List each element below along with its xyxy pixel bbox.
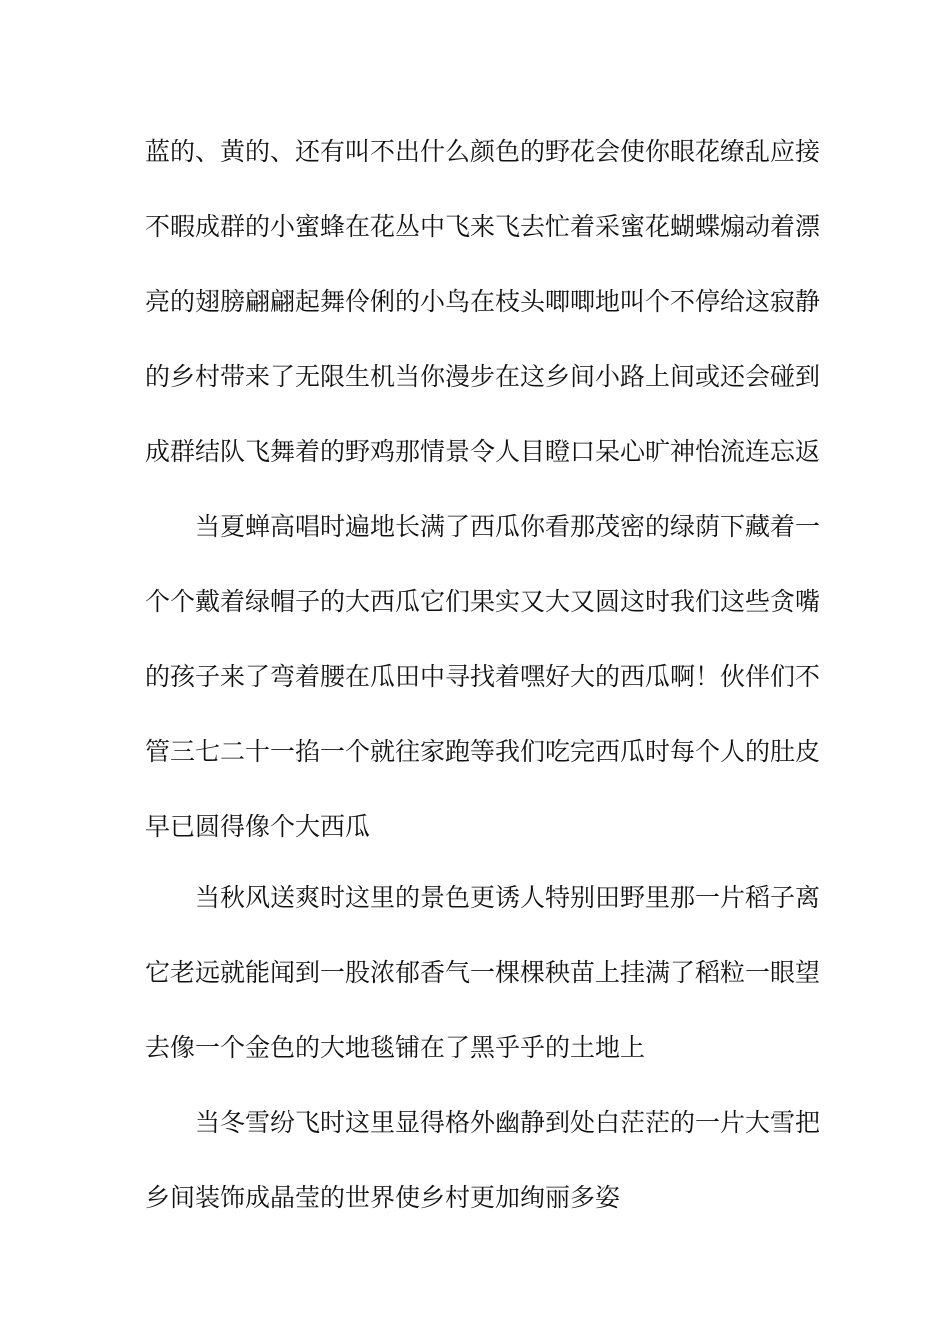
- text-line: 成群结队飞舞着的野鸡那情景令人目瞪口呆心旷神怡流连忘返: [145, 437, 821, 466]
- text-line: 去像一个金色的大地毯铺在了黑乎乎的土地上: [145, 1033, 646, 1062]
- text-line: 蓝的、黄的、还有叫不出什么颜色的野花会使你眼花缭乱应接: [145, 137, 821, 166]
- text-line: 它老远就能闻到一股浓郁香气一棵棵秧苗上挂满了稻粒一眼望: [145, 958, 821, 987]
- text-line: 不暇成群的小蜜蜂在花丛中飞来飞去忙着采蜜花蝴蝶煽动着漂: [145, 212, 821, 241]
- text-line: 个个戴着绿帽子的大西瓜它们果实又大又圆这时我们这些贪嘴: [145, 587, 821, 616]
- text-line: 亮的翅膀翩翩起舞伶俐的小鸟在枝头唧唧地叫个不停给这寂静: [145, 287, 821, 316]
- text-line: 管三七二十一掐一个就往家跑等我们吃完西瓜时每个人的肚皮: [145, 737, 821, 766]
- text-line: 早已圆得像个大西瓜: [145, 812, 371, 841]
- text-line: 的乡村带来了无限生机当你漫步在这乡间小路上间或还会碰到: [145, 362, 821, 391]
- paragraph-first-line: 当冬雪纷飞时这里显得格外幽静到处白茫茫的一片大雪把: [195, 1108, 821, 1137]
- paragraph-first-line: 当秋风送爽时这里的景色更诱人特别田野里那一片稻子离: [195, 883, 821, 912]
- text-line: 乡间装饰成晶莹的世界使乡村更加绚丽多姿: [145, 1183, 621, 1212]
- paragraph-first-line: 当夏蝉高唱时遍地长满了西瓜你看那茂密的绿荫下藏着一: [195, 512, 821, 541]
- text-line: 的孩子来了弯着腰在瓜田中寻找着嘿好大的西瓜啊！伙伴们不: [145, 662, 821, 691]
